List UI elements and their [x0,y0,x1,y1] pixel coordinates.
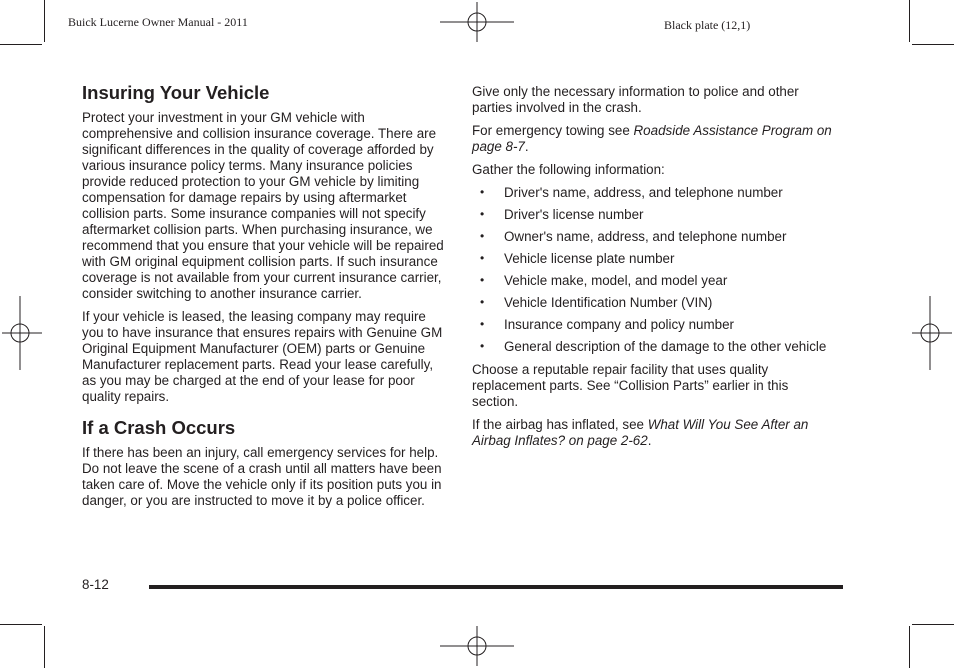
paragraph: Give only the necessary information to police and other parties involved in the crash. [472,84,799,115]
list-item-text: Vehicle make, model, and model year [504,273,728,288]
list-item [472,295,837,311]
footer-rule [149,585,843,589]
crop-mark [44,0,45,42]
list-item-text: General description of the damage to the other vehicle [504,339,827,354]
crop-mark [912,624,954,625]
crop-mark [0,624,42,625]
paragraph: If your vehicle is leased, the leasing company may require you to have insurance that ensures repairs with Genuine GM Original Equipment Manufacturer (OEM) parts or Genuine Manufacturer replacement parts. Read your lease carefully, as you may be charged at the end of your lease for poor quality repairs. [82,309,443,404]
list-item [472,251,837,267]
list-item-text: Insurance company and policy number [504,317,735,332]
list-item [472,185,837,201]
crop-mark [909,626,910,668]
paragraph: Gather the following information: [472,162,665,177]
list-item-text: Driver's license number [504,207,644,222]
cross-reference-link[interactable]: What Will You See After an Airbag Inflates? on page 2-62 [472,417,809,448]
crop-mark [0,44,42,45]
paragraph-towing [472,123,837,155]
bullet-icon: • [480,273,485,287]
bullet-icon: • [480,207,485,221]
registration-mark-top-icon [440,2,514,42]
bullet-icon: • [480,295,485,309]
running-header-title: Buick Lucerne Owner Manual - 2011 [68,15,248,29]
list-item [472,339,837,355]
information-list [472,185,837,355]
registration-mark-right-icon [912,296,952,370]
paragraph: If there has been an injury, call emergency services for help. Do not leave the scene of a crash until all matters have been taken care of. Move the vehicle only if its position puts you in danger, or you are instructed to move it by a police officer. [82,445,442,508]
registration-mark-left-icon [2,296,42,370]
right-column [472,84,837,456]
list-item-text: Owner's name, address, and telephone number [504,229,787,244]
crop-mark [912,44,954,45]
list-item [472,229,837,245]
page-number: 8-12 [82,577,109,592]
bullet-icon: • [480,229,485,243]
text: . [524,139,529,154]
text: For emergency towing see [472,123,634,138]
crop-mark [909,0,910,42]
bullet-icon: • [480,317,485,331]
list-item-text: Vehicle Identification Number (VIN) [504,295,713,310]
paragraph: Choose a reputable repair facility that uses quality replacement parts. See “Collision Parts” earlier in this section. [472,362,789,409]
list-item [472,273,837,289]
list-item [472,317,837,333]
plate-label: Black plate (12,1) [664,18,751,32]
paragraph-airbag [472,417,837,449]
crop-mark [44,626,45,668]
text: If the airbag has inflated, see [472,417,648,432]
section-heading-crash: If a Crash Occurs [82,417,236,438]
list-item-text: Driver's name, address, and telephone number [504,185,783,200]
cross-reference-link[interactable]: Roadside Assistance Program on page 8-7 [472,123,832,154]
registration-mark-bottom-icon [440,626,514,666]
text: . [647,433,652,448]
bullet-icon: • [480,185,485,199]
section-heading-insuring: Insuring Your Vehicle [82,82,270,103]
paragraph: Protect your investment in your GM vehicle with comprehensive and collision insurance coverage. There are significant differences in the quality of coverage afforded by various insurance policy terms. Many insurance policies provide reduced protection to your GM vehicle by limiting compensation for damage repairs by using aftermarket collision parts. Some insurance companies will not specify aftermarket collision parts. When purchasing insurance, we recommend that you ensure that your vehicle will be repaired with GM original equipment collision parts. If such insurance coverage is not available from your current insurance carrier, consider switching to another insurance carrier. [82,110,444,301]
list-item-text: Vehicle license plate number [504,251,675,266]
bullet-icon: • [480,251,485,265]
list-item [472,207,837,223]
left-column [82,82,450,516]
bullet-icon: • [480,339,485,353]
